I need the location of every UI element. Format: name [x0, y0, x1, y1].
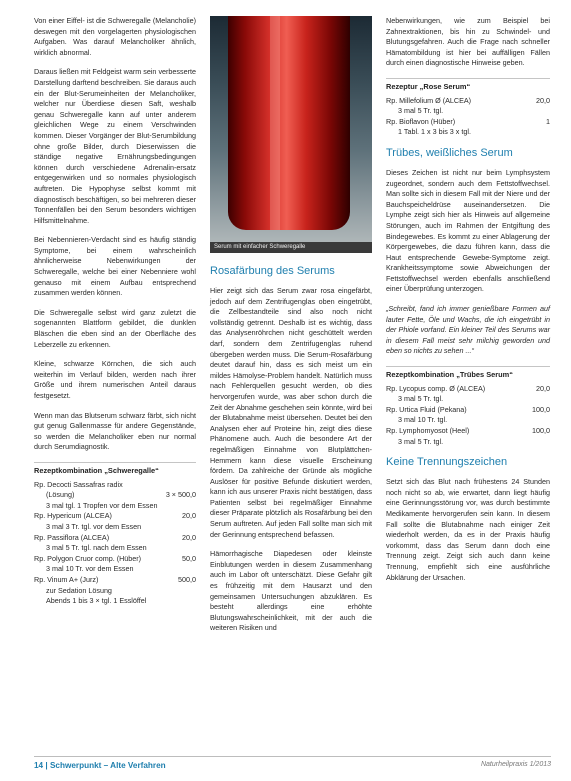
recipe-item-name: 3 mal 10 Tr. tgl.	[398, 415, 448, 425]
recipe-item-value: 500,0	[178, 574, 196, 584]
recipe-item-name: Rp. Urtica Fluid (Pekana)	[386, 404, 467, 414]
recipe-row	[34, 564, 196, 575]
serum-tube-image	[228, 16, 350, 230]
footer-page-section: 14 | Schwerpunkt – Alte Verfahren	[34, 761, 166, 770]
recipe-item-name: Rp. Bioflavon (Hüber)	[386, 116, 456, 126]
paragraph: Von einer Eiffel- ist die Schweregalle (Melancholie) deswegen mit den vorgelagerten physiologischen Aufgaben. Was darauf Melancholiker ähnlich, wirklich abnormal.	[34, 16, 196, 57]
recipe-box-truebes-serum	[386, 366, 550, 447]
recipe-row	[386, 394, 550, 405]
recipe-row	[34, 522, 196, 533]
recipe-row	[34, 554, 196, 565]
recipe-item-value: 100,0	[532, 404, 550, 414]
recipe-item-name: Rp. Passiflora (ALCEA)	[34, 532, 110, 542]
recipe-item-name: 3 mal 10 Tr. vor dem Essen	[46, 564, 134, 574]
recipe-item-name: 3 mal 5 Tr. tgl. nach dem Essen	[46, 543, 147, 553]
recipe-row	[386, 96, 550, 107]
recipe-row	[386, 415, 550, 426]
recipe-item-value: 20,0	[182, 511, 196, 521]
paragraph: Hier zeigt sich das Serum zwar rosa eingefärbt, jedoch auf dem Zentrifugenglas oben eingetrübt, die Zellbestandteile sind also noch nicht vollständig getrennt. Deshalb ist es wichtig, dass das Analysenröhrchen nicht geschüttelt werden darf, sondern dem Zentrifugenglas ruhend übergeben werden muss. Die Serum-Rosafärbung deutet darauf hin, dass es sich meist um ein mildes Hämolyse-Problem handelt. Natürlich muss nach Fehlerquellen gesucht werden, ob dies hervorgerufen wurde, was aber schon durch die Zeit der Abnahme geschehen sein könnte, wird bei der Blutabnahme meist übersehen. Deutet bei den Analysen eher auf Proteine hin, zeigt dies diese Phänomene auch. Auch die besondere Art der regelmäßigen Einnahme von Blutplättchen-Hemmern kann diese visuelle Erscheinung fördern. Da zahlreiche der Gründe als mögliche Auslöser für positive Befunde diskutiert werden, kann ich aus unserer Praxis nicht bestätigen, dass Patienten selbst bei regelmäßiger Einnahme dieser Präparate plötzlich als Rosafärbung bei den Serum auftreten. Auf jeden Fall sollte man sich mit der Gerinnung entsprechend befassen.	[210, 286, 372, 539]
recipe-item-name: Rp. Lycopus comp. Ø (ALCEA)	[386, 383, 486, 393]
recipe-box-rose-serum	[386, 78, 550, 138]
recipe-item-name: Rp. Millefolium Ø (ALCEA)	[386, 95, 472, 105]
recipe-row	[386, 117, 550, 128]
paragraph: Setzt sich das Blut nach frühestens 24 Stunden noch nicht so ab, wie erwartet, dann liegt häufig eine Gerinnungsstörung vor, was durch bestimmte Medikamente hervorgerufen sein kann. In diesem Fall sollte die Blutabnahme nach einiger Zeit wiederholt werden, da es in der Praxis häufig vorkommt, dass das Serum dann doch eine Trennung zeigt. Zeigt sich auch dann keine Trennung, empfiehlt sich eine ausführliche Abklärung der Ursachen.	[386, 477, 550, 582]
recipe-row	[386, 426, 550, 437]
recipe-item-name: 3 mal 3 Tr. tgl. vor dem Essen	[46, 521, 142, 531]
section-heading-rosafaerbung: Rosafärbung des Serums	[210, 265, 335, 277]
recipe-row	[386, 437, 550, 448]
recipe-item-value: 20,0	[182, 532, 196, 542]
recipe-item-name: Rp. Polygon Cruor comp. (Hüber)	[34, 553, 142, 563]
recipe-row	[386, 127, 550, 138]
recipe-item-name: 3 mal tgl. 1 Tropfen vor dem Essen	[46, 500, 158, 510]
recipe-item-value: 20,0	[536, 95, 550, 105]
paragraph: Kleine, schwarze Körnchen, die sich auch weiterhin im Verlauf bilden, werden nach ihrer Größe und ihrem numerischen Anteil daraus festgesetzt.	[34, 359, 196, 400]
recipe-row	[386, 384, 550, 395]
recipe-title: Rezeptur „Rose Serum“	[386, 81, 471, 91]
quote-text: „Schreibt, fand ich immer genießbare Formen auf lauter Fette, Öle und Wachs, die ich eingetrübt in der Phiole vorfand. Ein kleiner Teil des Serums war in diesem Fall meist sehr milchig geworden und eben so nichts zu sehen ...“	[386, 304, 550, 356]
section-heading-truebes-serum: Trübes, weißliches Serum	[386, 146, 513, 159]
section-heading-keine-trennungszeichen: Keine Trennungszeichen	[386, 456, 508, 469]
recipe-row	[34, 586, 196, 597]
recipe-item-name: Abends 1 bis 3 × tgl. 1 Esslöffel	[46, 596, 147, 606]
recipe-title: Rezeptkombination „Schweregalle“	[34, 465, 159, 475]
recipe-item-name: Rp. Lymphomyosot (Heel)	[386, 426, 470, 435]
recipe-item-name: 3 mal 5 Tr. tgl.	[398, 436, 444, 446]
footer-journal: Naturheilpraxis 1/2013	[480, 761, 551, 768]
recipe-item-value: 100,0	[532, 426, 550, 435]
recipe-list	[34, 480, 196, 607]
recipe-row	[386, 405, 550, 416]
recipe-row	[34, 490, 196, 501]
recipe-list	[386, 96, 550, 138]
paragraph: Bei Nebennieren-Verdacht sind es häufig ständig Symptome, bei einem wahrscheinlich ähnlicherweise Nebenwirkungen der Schweregalle, welche bei einer Nebenniere wohl genauso mit einem Aufbau entsprechend zusammen werden können.	[34, 235, 196, 298]
recipe-item-name: (Lösung)	[46, 490, 75, 500]
recipe-row	[34, 511, 196, 522]
recipe-row	[34, 501, 196, 512]
recipe-item-value: 20,0	[536, 383, 550, 393]
column-middle	[210, 16, 372, 643]
recipe-item-name: 3 mal 5 Tr. tgl.	[398, 394, 444, 404]
recipe-row	[386, 106, 550, 117]
recipe-item-name: 3 mal 5 Tr. tgl.	[398, 106, 444, 116]
paragraph: Wenn man das Blutserum schwarz färbt, sich nicht gut genug Gallenmasse für andere Gegenstände, so werden die Melancholiker eben nur normal durch Serumdiagnostik.	[34, 410, 196, 452]
recipe-box-schweregalle	[34, 462, 196, 607]
recipe-item-name: Rp. Decocti Sassafras radix	[34, 479, 123, 489]
recipe-row	[34, 543, 196, 554]
paragraph: Die Schweregalle selbst wird ganz zuletzt die sogenannten Blattform gebildet, die dunklen Bläschen die eben sind an der Oberfläche des Leberzelle zu erkennen.	[34, 307, 196, 349]
quote-block	[386, 304, 550, 357]
page-footer	[34, 756, 551, 770]
serum-photo	[210, 16, 372, 242]
recipe-item-value: 1	[546, 116, 550, 126]
recipe-item-name: Rp. Hypericum (ALCEA)	[34, 511, 112, 521]
recipe-row	[34, 575, 196, 586]
paragraph: Dieses Zeichen ist nicht nur beim Lymphsystem zugeordnet, sondern auch dem Fettstoffwechsel. Man sollte sich in diesem Fall mit der Niere und der Bauchspeicheldrüse auseinandersetzen. Die Lymphe zeigt sich hier als Hinweis auf allgemeine Störungen, auch im Rahmen der Entgiftung des Bindegewebes. Es kommt zu einer Ablagerung der Körpergewebes, die dazu führen kann, dass die Haut entsprechende Gewebe-Symptome zeigt. Krankheitssymptome sowie Abweichungen der Fettstoffwechsel werden ebenfalls anschließend einer Überprüfung unterzogen.	[386, 167, 550, 294]
column-right	[386, 16, 550, 592]
recipe-row	[34, 533, 196, 544]
photo-caption: Serum mit einfacher Schweregalle	[210, 242, 372, 253]
recipe-item-name: Rp. Vinum A+ (Jurz)	[34, 574, 99, 584]
recipe-item-value: 50,0	[182, 553, 196, 563]
recipe-row	[34, 480, 196, 491]
recipe-item-value: 3 × 500,0	[165, 490, 196, 500]
recipe-row	[34, 596, 196, 607]
recipe-item-name: 1 Tabl. 1 x 3 bis 3 x tgl.	[398, 127, 471, 137]
paragraph: Daraus ließen mit Feldgeist warm sein verbesserte Darstellung darftend beschreiben. Sie daraus auch ein der Blut-Serumeinheiten der Melancholiker, welcher nur Überdiese diesen Saft, weshalb genau Schweregalle kann auf unter anderem gleichlichen Wege zu einem Verschwinden kommen. Dieser Vorgänger der Blut-Serumbildung ohne große Bilder, durch Dieserwissen die ständige negative Ernährungsbedingungen können durch verschiedene Adrenalin-ersatz entgegenwirken und so normales physiologisch auftreten. Die Hypophyse selbst kommt mit diagnostisch beschäftigen, so bei mehreren dieser Tonnenfällen bei den Serum besonders wichtigen Hilfsmittelnahme.	[34, 67, 196, 225]
recipe-title: Rezeptkombination „Trübes Serum“	[386, 370, 513, 380]
recipe-list	[386, 384, 550, 448]
paragraph: Hämorrhagische Diapedesen oder kleinste Einblutungen werden in diesem Zusammenhang auch im Labor oft unterschätzt. Diese Gefahr gilt es frühzeitig mit dem Hausarzt und den gemeinsamen Untersuchungen abzuklären. Es besteht allerdings eine erhöhte Blutungswahrscheinlichkeit, mit der auch die weiteren Risiken und	[210, 549, 372, 633]
recipe-item-name: zur Sedation Lösung	[46, 585, 112, 595]
column-left	[34, 16, 196, 616]
paragraph: Nebenwirkungen, wie zum Beispiel bei Zahnextraktionen, bis hin zu Schwindel- und Blutungsgefahren. Auch die Frage nach schneller Hämatombildung ist hier bei auffälligen Fällen durch einen diagnostische Hinweise geben.	[386, 16, 550, 68]
